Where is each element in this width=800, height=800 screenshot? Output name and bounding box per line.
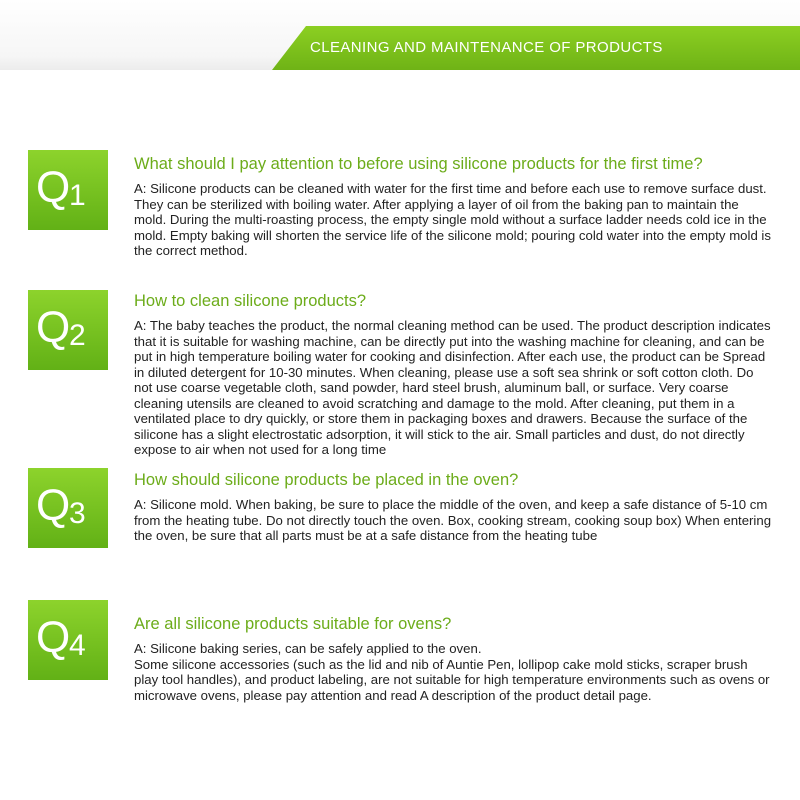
question-badge [28,468,108,548]
question-text: How to clean silicone products? [134,292,367,310]
question-badge [28,290,108,370]
question-text: What should I pay attention to before using silicone products for the first time? [134,155,703,173]
answer-text: A: Silicone products can be cleaned with water for the first time and before each use to remove surface dust. They can be sterilized with boiling water. After applying a layer of oil from the baking pan to maintain the mold. During the multi-roasting process, the empty single mold without a surface ladder needs cold ice in the mold. Empty baking will shorten the service life of the silicone mold; pouring cold water into the empty mold is the correct method. [134,181,771,258]
badge-number: 4 [69,629,86,662]
badge-number: 2 [69,319,86,352]
question-text: How should silicone products be placed in the oven? [134,471,519,489]
question-badge [28,150,108,230]
answer-line-2: Some silicone accessories (such as the lid and nib of Auntie Pen, lollipop cake mold sticks, scraper brush play tool handles), and product labeling, are not suitable for high temperature environments such as ovens or microwave ovens, please pay attention and read A description of the product detail page. [134,656,770,703]
badge-number: 1 [69,179,86,212]
badge-letter: Q [36,481,71,530]
page-title: CLEANING AND MAINTENANCE OF PRODUCTS [310,39,663,56]
answer-text: A: Silicone mold. When baking, be sure to place the middle of the oven, and keep a safe distance of 5-10 cm from the heating tube. Do not directly touch the oven. Box, cooking stream, cooking soup box) When entering the oven, be sure that all parts must be at a safe distance from the heating tube [134,497,772,543]
question-badge [28,600,108,680]
badge-letter: Q [36,613,71,662]
question-text: Are all silicone products suitable for ovens? [134,615,452,633]
answer-text: A: The baby teaches the product, the normal cleaning method can be used. The product description indicates that it is suitable for washing machine, can be directly put into the washing machine for cleaning, and can be put in high temperature boiling water for cooking and disinfection. After each use, the product can be Spread in diluted detergent for 10-30 minutes. When cleaning, please use a soft sea shrink or soft cotton cloth. Do not use coarse vegetable cloth, sand powder, hard steel brush, aluminum ball, or surface. Very coarse cleaning utensils are cleaned to avoid scratching and damage to the mold. After cleaning, put them in a ventilated place to dry quickly, or store them in packaging boxes and drawers. Because the surface of the silicone has a slight electrostatic adsorption, it will stick to the air. Small particles and dust, do not directly expose to air when not used for a long time [134,318,771,457]
answer-line-1: A: Silicone baking series, can be safely applied to the oven. [134,641,482,656]
badge-letter: Q [36,163,71,212]
badge-number: 3 [69,497,86,530]
badge-letter: Q [36,303,71,352]
answer-text [134,641,774,703]
